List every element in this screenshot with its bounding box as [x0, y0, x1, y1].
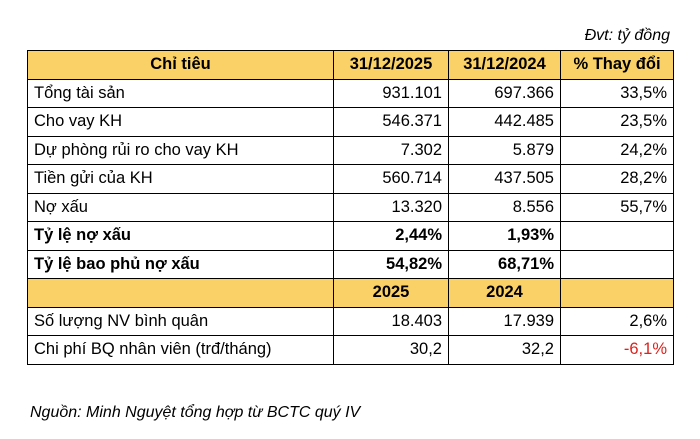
value-2024: 68,71%: [449, 250, 561, 279]
value-2024: 32,2: [449, 336, 561, 365]
unit-note: Đvt: tỷ đồng: [584, 27, 670, 44]
row-label: Tổng tài sản: [28, 79, 334, 108]
value-2025: 30,2: [334, 336, 449, 365]
value-change: 55,7%: [561, 193, 674, 222]
year-header-row: [28, 279, 674, 308]
value-2024: 697.366: [449, 79, 561, 108]
year-2025: 2025: [334, 279, 449, 308]
value-2024: 1,93%: [449, 222, 561, 251]
row-label: Cho vay KH: [28, 108, 334, 137]
header-2025: 31/12/2025: [334, 51, 449, 80]
value-2024: 442.485: [449, 108, 561, 137]
row-label: Tỷ lệ bao phủ nợ xấu: [28, 250, 334, 279]
header-change: % Thay đổi: [561, 51, 674, 80]
value-change: 33,5%: [561, 79, 674, 108]
table-row: [28, 250, 674, 279]
value-2025: 54,82%: [334, 250, 449, 279]
year-row-empty: [561, 279, 674, 308]
source-note: Nguồn: Minh Nguyệt tổng hợp từ BCTC quý IV: [30, 404, 361, 421]
row-label: Tỷ lệ nợ xấu: [28, 222, 334, 251]
value-2025: 560.714: [334, 165, 449, 194]
table-row: [28, 165, 674, 194]
value-change: [561, 250, 674, 279]
value-2025: 18.403: [334, 307, 449, 336]
value-2025: 931.101: [334, 79, 449, 108]
table-row: [28, 79, 674, 108]
row-label: Nợ xấu: [28, 193, 334, 222]
value-2024: 8.556: [449, 193, 561, 222]
value-change: 23,5%: [561, 108, 674, 137]
table-row: [28, 307, 674, 336]
header-indicator: Chỉ tiêu: [28, 51, 334, 80]
table-header-row: [28, 51, 674, 80]
year-row-empty: [28, 279, 334, 308]
value-change: [561, 222, 674, 251]
value-change: 24,2%: [561, 136, 674, 165]
value-2025: 2,44%: [334, 222, 449, 251]
value-change: 2,6%: [561, 307, 674, 336]
value-2025: 546.371: [334, 108, 449, 137]
table-row: [28, 108, 674, 137]
header-2024: 31/12/2024: [449, 51, 561, 80]
table-row: [28, 193, 674, 222]
value-change-negative: -6,1%: [561, 336, 674, 365]
table-row: [28, 136, 674, 165]
value-2025: 7.302: [334, 136, 449, 165]
row-label: Chi phí BQ nhân viên (trđ/tháng): [28, 336, 334, 365]
year-2024: 2024: [449, 279, 561, 308]
value-2024: 17.939: [449, 307, 561, 336]
financial-table: [27, 50, 674, 365]
value-change: 28,2%: [561, 165, 674, 194]
table-row: [28, 222, 674, 251]
table-row: [28, 336, 674, 365]
row-label: Số lượng NV bình quân: [28, 307, 334, 336]
row-label: Dự phòng rủi ro cho vay KH: [28, 136, 334, 165]
value-2024: 437.505: [449, 165, 561, 194]
value-2025: 13.320: [334, 193, 449, 222]
value-2024: 5.879: [449, 136, 561, 165]
row-label: Tiền gửi của KH: [28, 165, 334, 194]
